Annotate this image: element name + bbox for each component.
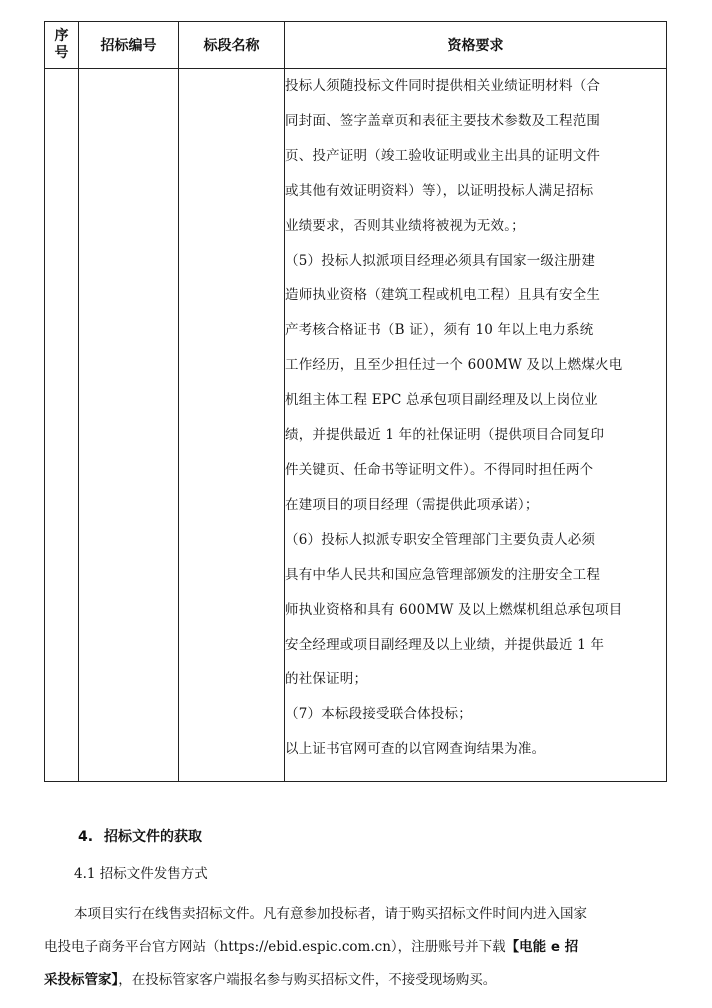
qualification-line: 在建项目的项目经理（需提供此项承诺）；: [285, 496, 539, 513]
subsection-4-1-title: 4.1 招标文件发售方式: [74, 866, 208, 882]
section-4-paragraph: [44, 898, 684, 997]
qualification-line: 同封面、签字盖章页和表征主要技术参数及工程范围: [285, 112, 601, 129]
qualification-line: 业绩要求，否则其业绩将被视为无效。；: [285, 217, 525, 234]
qualification-line: （6）投标人拟派专职安全管理部门主要负责人必须: [285, 531, 596, 548]
paragraph-line: 本项目实行在线售卖招标文件。凡有意参加投标者，请于购买招标文件时间内进入国家: [74, 906, 587, 922]
paragraph-line: [44, 931, 684, 964]
cell-bid-number: [79, 69, 179, 782]
table-row: [45, 69, 667, 782]
qualification-line: 产考核合格证书（B 证），须有 10 年以上电力系统: [285, 322, 594, 339]
tool-name-bold: 采投标管家】: [44, 972, 119, 988]
header-bid-number: 招标编号: [79, 22, 179, 69]
qualification-line: 以上证书官网可查的以官网查询结果为准。: [285, 741, 546, 758]
qualification-line: 的社保证明；: [285, 671, 368, 688]
qualification-line: 造师执业资格（建筑工程或机电工程）且具有安全生: [285, 287, 601, 304]
header-seq-line1: 序: [54, 28, 69, 44]
qualification-line: 投标人须随投标文件同时提供相关业绩证明材料（合: [285, 78, 601, 94]
section-4-title-text: 招标文件的获取: [104, 829, 202, 845]
tool-name-bold: 【电能 e 招: [505, 939, 579, 955]
cell-qualification: [285, 69, 667, 782]
paragraph-line: [44, 964, 684, 997]
qualification-line: 工作经历，且至少担任过一个 600MW 及以上燃煤火电: [285, 357, 623, 374]
header-seq: [45, 22, 79, 69]
section-4-title: [78, 826, 202, 846]
header-qualification: 资格要求: [285, 22, 667, 69]
qualification-line: （5）投标人拟派项目经理必须具有国家一级注册建: [285, 252, 596, 269]
qualification-line: （7）本标段接受联合体投标；: [285, 706, 472, 723]
qualification-line: 页、投产证明（竣工验收证明或业主出具的证明文件: [285, 147, 601, 164]
paragraph-line-text: ，在投标管家客户端报名参与购买招标文件，不接受现场购买。: [118, 972, 497, 988]
qualification-line: 具有中华人民共和国应急管理部颁发的注册安全工程: [285, 566, 601, 583]
qualification-line: 件关键页、任命书等证明文件）。不得同时担任两个: [285, 461, 594, 478]
qualification-line: 或其他有效证明资料）等），以证明投标人满足招标: [285, 182, 594, 199]
qualification-line: 绩，并提供最近 1 年的社保证明（提供项目合同复印: [285, 427, 605, 444]
qualification-line: 师执业资格和具有 600MW 及以上燃煤机组总承包项目: [285, 601, 623, 618]
cell-seq: [45, 69, 79, 782]
section-4-number: 4.: [78, 829, 94, 845]
table-header-row: [45, 22, 667, 69]
qualification-line: 安全经理或项目副经理及以上业绩，并提供最近 1 年: [285, 636, 605, 653]
header-section-name: 标段名称: [179, 22, 285, 69]
paragraph-line-text: 电投电子商务平台官方网站（https://ebid.espic.com.cn），注册账号并下载: [44, 939, 506, 955]
qualification-line: 机组主体工程 EPC 总承包项目副经理及以上岗位业: [285, 392, 598, 409]
qualification-table: [44, 21, 667, 782]
header-seq-line2: 号: [54, 45, 69, 61]
cell-section-name: [179, 69, 285, 782]
